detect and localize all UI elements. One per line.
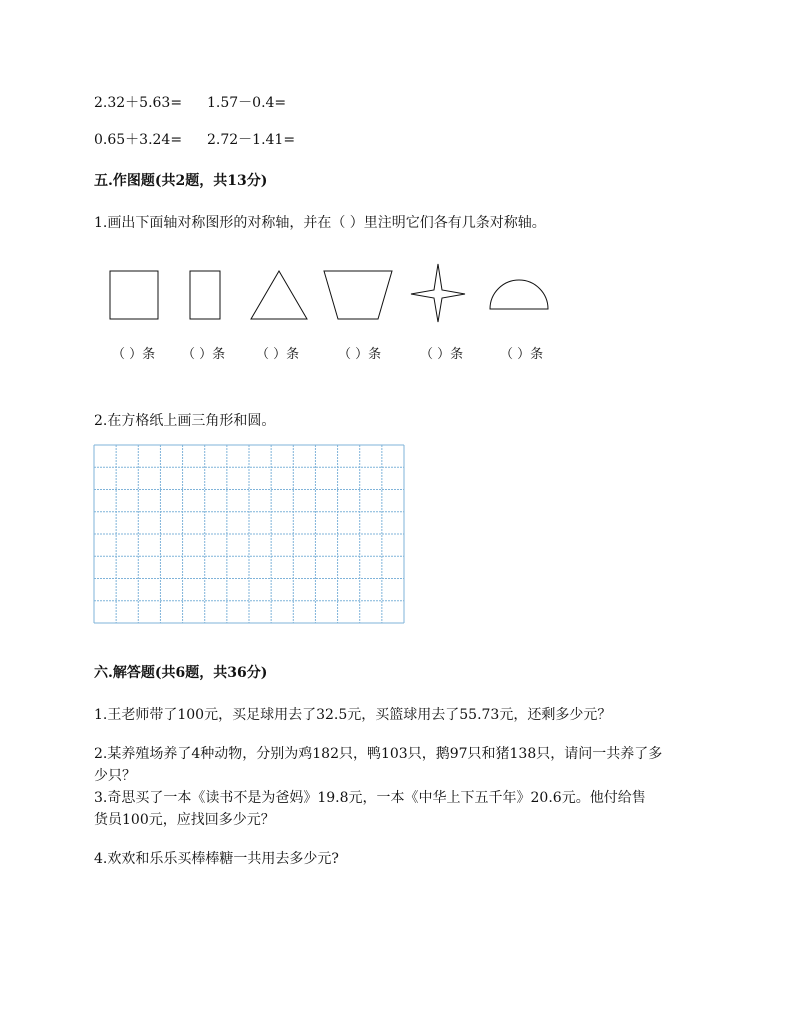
blank-square: （ ）条 <box>112 347 156 362</box>
semicircle-shape <box>490 280 548 309</box>
triangle-shape <box>251 271 307 319</box>
grid-paper <box>93 444 405 624</box>
section5-title: 五.作图题(共2题，共13分) <box>94 173 268 189</box>
blank-trapezoid: （ ）条 <box>338 347 382 362</box>
section6-q4: 4.欢欢和乐乐买棒棒糖一共用去多少元? <box>94 851 339 867</box>
section5-q1: 1.画出下面轴对称图形的对称轴，并在（ ）里注明它们各有几条对称轴。 <box>94 215 546 231</box>
calc-2b: 2.72－1.41= <box>207 132 296 148</box>
calc-2a: 0.65＋3.24= <box>94 132 183 148</box>
section6-title: 六.解答题(共6题，共36分) <box>94 665 268 681</box>
section5-q2: 2.在方格纸上画三角形和圆。 <box>94 413 276 429</box>
section6-q2-line1: 2.某养殖场养了4种动物，分别为鸡182只，鸭103只，鹅97只和猪138只，请问一共养了多 <box>94 746 663 762</box>
square-shape <box>110 271 158 319</box>
section6-q3-line2: 货员100元，应找回多少元？ <box>94 812 275 828</box>
calc-1a: 2.32＋5.63= <box>94 95 183 111</box>
trapezoid-shape <box>324 271 392 319</box>
blank-triangle: （ ）条 <box>256 347 300 362</box>
blank-star: （ ）条 <box>420 347 464 362</box>
calc-1b: 1.57－0.4= <box>207 95 287 111</box>
rectangle-shape <box>190 271 220 319</box>
section6-q1: 1.王老师带了100元，买足球用去了32.5元，买篮球用去了55.73元，还剩多少元？ <box>94 707 612 723</box>
section6-q3-line1: 3.奇思买了一本《读书不是为爸妈》19.8元，一本《中华上下五千年》20.6元。他付给售 <box>94 790 646 806</box>
shapes-row <box>0 262 794 322</box>
section6-q2-line2: 少只？ <box>94 768 136 784</box>
blank-rectangle: （ ）条 <box>182 347 226 362</box>
star-shape <box>411 264 465 322</box>
blank-semicircle: （ ）条 <box>500 347 544 362</box>
